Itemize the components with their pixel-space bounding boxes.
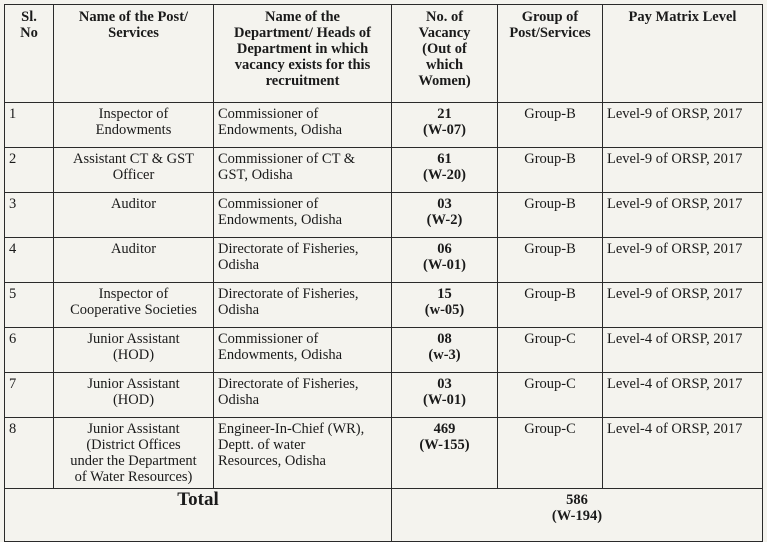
table-row xyxy=(5,373,763,418)
vacancy-table xyxy=(4,4,763,542)
cell-sl-no: 7 xyxy=(5,373,54,418)
total-row xyxy=(5,489,763,542)
text-line: Resources, Odisha xyxy=(218,453,326,469)
header-post xyxy=(54,5,214,103)
women-count: (W-01) xyxy=(423,392,466,408)
cell-department xyxy=(214,418,392,489)
text-line: Deptt. of water xyxy=(218,437,306,453)
cell-group: Group-B xyxy=(498,283,603,328)
vacancy-count: 21 xyxy=(437,106,452,122)
text-line: Directorate of Fisheries, xyxy=(218,286,359,302)
text-line: Pay Matrix Level xyxy=(628,9,737,25)
text-line: Women) xyxy=(418,73,471,89)
text-line: Group of xyxy=(521,9,579,25)
text-line: Odisha xyxy=(218,392,260,408)
cell-pay-level: Level-4 of ORSP, 2017 xyxy=(603,418,763,489)
text-line: Junior Assistant xyxy=(87,421,180,437)
text-line: Odisha xyxy=(218,257,260,273)
table-row xyxy=(5,103,763,148)
cell-group: Group-B xyxy=(498,238,603,283)
cell-sl-no: 8 xyxy=(5,418,54,489)
cell-department xyxy=(214,148,392,193)
cell-vacancy xyxy=(392,373,498,418)
cell-sl-no: 4 xyxy=(5,238,54,283)
cell-pay-level: Level-9 of ORSP, 2017 xyxy=(603,193,763,238)
text-line: of Water Resources) xyxy=(74,469,193,485)
cell-pay-level: Level-9 of ORSP, 2017 xyxy=(603,148,763,193)
cell-vacancy xyxy=(392,283,498,328)
cell-department xyxy=(214,283,392,328)
vacancy-count: 15 xyxy=(437,286,452,302)
cell-vacancy xyxy=(392,103,498,148)
total-label: Total xyxy=(5,489,392,542)
vacancy-count: 469 xyxy=(433,421,456,437)
text-line: Inspector of xyxy=(98,106,169,122)
cell-pay-level: Level-9 of ORSP, 2017 xyxy=(603,283,763,328)
cell-post xyxy=(54,103,214,148)
cell-post xyxy=(54,148,214,193)
text-line: Junior Assistant xyxy=(87,331,180,347)
cell-sl-no: 1 xyxy=(5,103,54,148)
text-line: Endowments, Odisha xyxy=(218,122,343,138)
header-department xyxy=(214,5,392,103)
text-line: Directorate of Fisheries, xyxy=(218,241,359,257)
cell-vacancy xyxy=(392,148,498,193)
cell-group: Group-C xyxy=(498,418,603,489)
header-pay-level xyxy=(603,5,763,103)
cell-group: Group-C xyxy=(498,373,603,418)
text-line: Directorate of Fisheries, xyxy=(218,376,359,392)
vacancy-count: 03 xyxy=(437,196,452,212)
cell-post xyxy=(54,418,214,489)
text-line: Commissioner of CT & xyxy=(218,151,356,167)
women-count: (W-155) xyxy=(419,437,470,453)
header-sl-no xyxy=(5,5,54,103)
text-line: Name of the xyxy=(265,9,340,25)
cell-group: Group-B xyxy=(498,148,603,193)
cell-group: Group-C xyxy=(498,328,603,373)
text-line: Commissioner of xyxy=(218,331,319,347)
cell-pay-level: Level-4 of ORSP, 2017 xyxy=(603,328,763,373)
table-row xyxy=(5,328,763,373)
women-count: (w-05) xyxy=(424,302,465,318)
women-count: (W-20) xyxy=(423,167,466,183)
text-line: (HOD) xyxy=(112,392,155,408)
text-line: Vacancy xyxy=(418,25,471,41)
cell-vacancy xyxy=(392,238,498,283)
cell-department xyxy=(214,328,392,373)
text-line: Engineer-In-Chief (WR), xyxy=(218,421,365,437)
cell-post xyxy=(54,373,214,418)
text-line: Post/Services xyxy=(509,25,591,41)
cell-sl-no: 2 xyxy=(5,148,54,193)
cell-post xyxy=(54,193,214,238)
header-row xyxy=(5,5,763,103)
header-vacancy xyxy=(392,5,498,103)
text-line: No xyxy=(20,25,38,41)
text-line: Name of the Post/ xyxy=(78,9,189,25)
cell-pay-level: Level-9 of ORSP, 2017 xyxy=(603,238,763,283)
header-group xyxy=(498,5,603,103)
women-count: (W-2) xyxy=(426,212,463,228)
cell-sl-no: 5 xyxy=(5,283,54,328)
cell-post xyxy=(54,328,214,373)
text-line: Cooperative Societies xyxy=(70,302,197,318)
total-women: (W-194) xyxy=(551,508,603,524)
vacancy-count: 61 xyxy=(437,151,452,167)
table-row xyxy=(5,238,763,283)
text-line: vacancy exists for this xyxy=(234,57,371,73)
women-count: (w-3) xyxy=(428,347,461,363)
table-row xyxy=(5,283,763,328)
cell-group: Group-B xyxy=(498,193,603,238)
cell-post xyxy=(54,283,214,328)
cell-department xyxy=(214,238,392,283)
text-line: Commissioner of xyxy=(218,106,319,122)
text-line: No. of xyxy=(425,9,464,25)
cell-department xyxy=(214,193,392,238)
text-line: under the Department xyxy=(70,453,197,469)
text-line: Inspector of xyxy=(98,286,169,302)
cell-sl-no: 6 xyxy=(5,328,54,373)
text-line: (Out of xyxy=(422,41,467,57)
text-line: Sl. xyxy=(21,9,37,25)
vacancy-count: 03 xyxy=(437,376,452,392)
text-line: (District Offices xyxy=(86,437,181,453)
text-line: Auditor xyxy=(110,241,157,257)
cell-post xyxy=(54,238,214,283)
text-line: recruitment xyxy=(265,73,340,89)
text-line: Junior Assistant xyxy=(87,376,180,392)
total-vacancy: 586 xyxy=(566,492,588,508)
cell-vacancy xyxy=(392,328,498,373)
table-row xyxy=(5,418,763,489)
text-line: Endowments xyxy=(95,122,172,138)
total-value xyxy=(392,489,763,542)
cell-department xyxy=(214,103,392,148)
text-line: Officer xyxy=(112,167,155,183)
cell-department xyxy=(214,373,392,418)
cell-group: Group-B xyxy=(498,103,603,148)
text-line: Commissioner of xyxy=(218,196,319,212)
cell-vacancy xyxy=(392,193,498,238)
vacancy-count: 06 xyxy=(437,241,452,257)
text-line: Assistant CT & GST xyxy=(73,151,194,167)
text-line: Odisha xyxy=(218,302,260,318)
text-line: Endowments, Odisha xyxy=(218,212,343,228)
cell-pay-level: Level-4 of ORSP, 2017 xyxy=(603,373,763,418)
text-line: (HOD) xyxy=(112,347,155,363)
women-count: (W-07) xyxy=(423,122,466,138)
vacancy-count: 08 xyxy=(437,331,452,347)
table-row xyxy=(5,193,763,238)
text-line: GST, Odisha xyxy=(218,167,293,183)
text-line: Auditor xyxy=(110,196,157,212)
text-line: Endowments, Odisha xyxy=(218,347,343,363)
cell-vacancy xyxy=(392,418,498,489)
women-count: (W-01) xyxy=(423,257,466,273)
text-line: which xyxy=(425,57,464,73)
text-line: Department/ Heads of xyxy=(234,25,371,41)
cell-sl-no: 3 xyxy=(5,193,54,238)
text-line: Services xyxy=(108,25,159,41)
table-row xyxy=(5,148,763,193)
text-line: Department in which xyxy=(236,41,369,57)
cell-pay-level: Level-9 of ORSP, 2017 xyxy=(603,103,763,148)
